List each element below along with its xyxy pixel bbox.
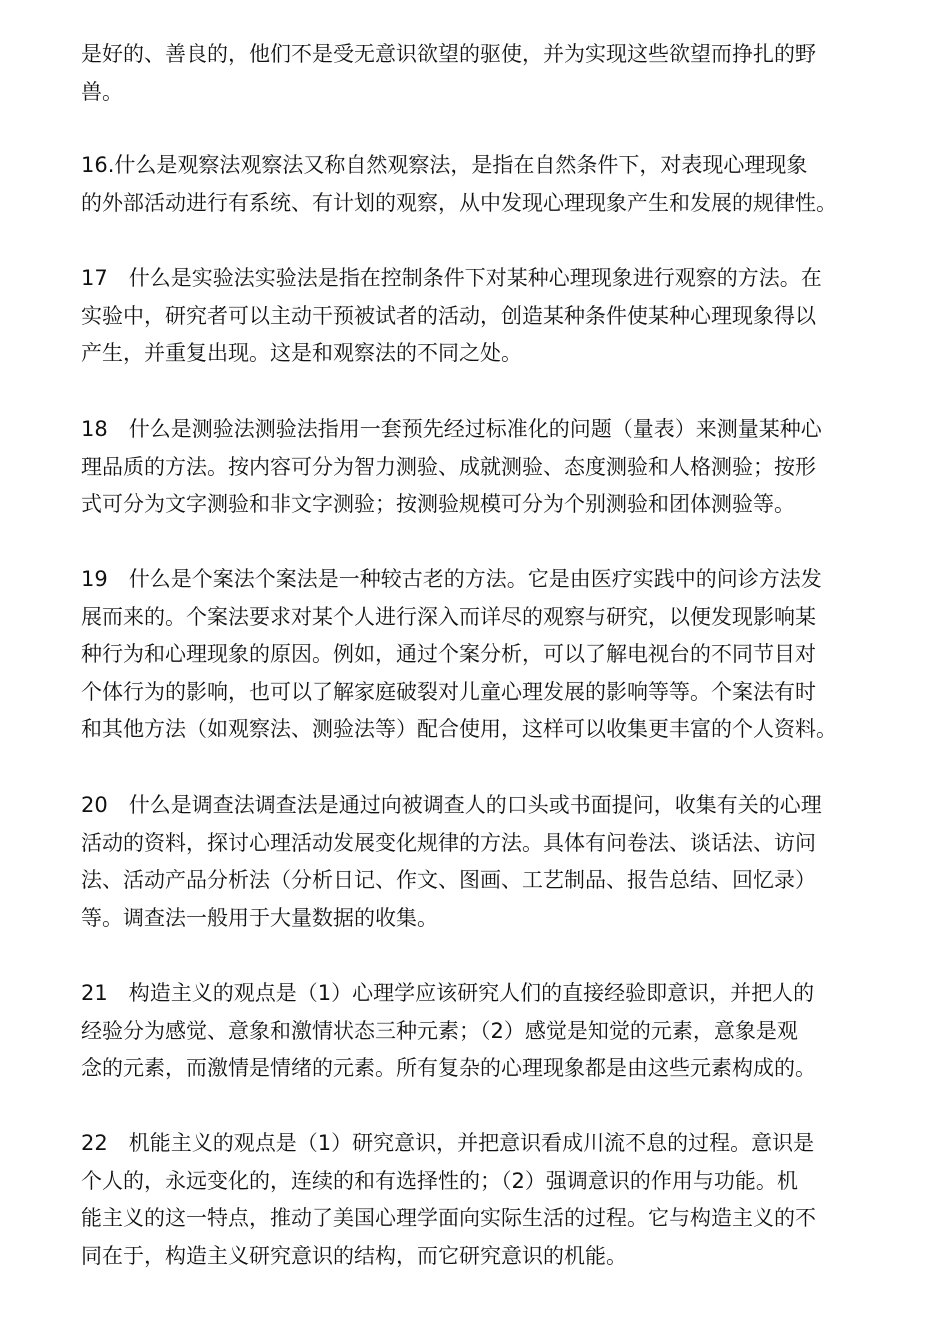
text-line: 理品质的方法。按内容可分为智力测验、成就测验、态度测验和人格测验；按形: [81, 454, 816, 479]
text-line: 22 机能主义的观点是（1）研究意识，并把意识看成川流不息的过程。意识是: [81, 1131, 815, 1155]
text-line: 活动的资料，探讨心理活动发展变化规律的方法。具体有问卷法、谈话法、访问: [81, 830, 816, 855]
text-line: 能主义的这一特点，推动了美国心理学面向实际生活的过程。它与构造主义的不: [81, 1206, 816, 1230]
paragraph-17-experiment-method: [81, 260, 881, 373]
paragraph-22-functionalism: [81, 1125, 881, 1275]
text-line: 20 什么是调查法调查法是通过向被调查人的口头或书面提问，收集有关的心理: [81, 793, 822, 817]
text-line: 16.什么是观察法观察法又称自然观察法，是指在自然条件下，对表现心理现象: [81, 153, 808, 177]
paragraph-18-test-method: [81, 411, 881, 524]
paragraph-16-observation-method: [81, 147, 881, 222]
text-line: 产生，并重复出现。这是和观察法的不同之处。: [81, 341, 522, 365]
paragraph-20-survey-method: [81, 787, 881, 937]
text-line: 个人的，永远变化的，连续的和有选择性的；（2）强调意识的作用与功能。机: [81, 1168, 798, 1193]
text-line: 个体行为的影响，也可以了解家庭破裂对儿童心理发展的影响等等。个案法有时: [81, 679, 816, 704]
text-line: 的外部活动进行有系统、有计划的观察，从中发现心理现象产生和发展的规律性。: [81, 190, 837, 215]
text-line: 兽。: [81, 79, 123, 104]
text-line: 展而来的。个案法要求对某个人进行深入而详尽的观察与研究，以便发现影响某: [81, 604, 816, 629]
text-line: 同在于，构造主义研究意识的结构，而它研究意识的机能。: [81, 1243, 627, 1268]
text-line: 念的元素，而激情是情绪的元素。所有复杂的心理现象都是由这些元素构成的。: [81, 1056, 816, 1080]
text-line: 21 构造主义的观点是（1）心理学应该研究人们的直接经验即意识，并把人的: [81, 981, 815, 1005]
text-line: 式可分为文字测验和非文字测验；按测验规模可分为个别测验和团体测验等。: [81, 492, 795, 516]
text-line: 是好的、善良的，他们不是受无意识欲望的驱使，并为实现这些欲望而挣扎的野: [81, 42, 816, 66]
text-line: 种行为和心理现象的原因。例如，通过个案分析，可以了解电视台的不同节目对: [81, 642, 816, 666]
text-line: 19 什么是个案法个案法是一种较古老的方法。它是由医疗实践中的问诊方法发: [81, 567, 822, 591]
text-line: 17 什么是实验法实验法是指在控制条件下对某种心理现象进行观察的方法。在: [81, 266, 822, 290]
paragraph-21-structuralism: [81, 975, 881, 1088]
text-line: 经验分为感觉、意象和激情状态三种元素；（2）感觉是知觉的元素，意象是观: [81, 1018, 798, 1043]
text-line: 法、活动产品分析法（分析日记、作文、图画、工艺制品、报告总结、回忆录）: [81, 868, 816, 892]
text-line: 18 什么是测验法测验法指用一套预先经过标准化的问题（量表）来测量某种心: [81, 417, 822, 441]
text-line: 等。调查法一般用于大量数据的收集。: [81, 905, 438, 930]
text-line: 实验中，研究者可以主动干预被试者的活动，创造某种条件使某种心理现象得以: [81, 303, 816, 328]
paragraph-19-case-method: [81, 561, 881, 749]
text-line: 和其他方法（如观察法、测验法等）配合使用，这样可以收集更丰富的个人资料。: [81, 717, 837, 741]
paragraph-continuation: [81, 36, 881, 111]
